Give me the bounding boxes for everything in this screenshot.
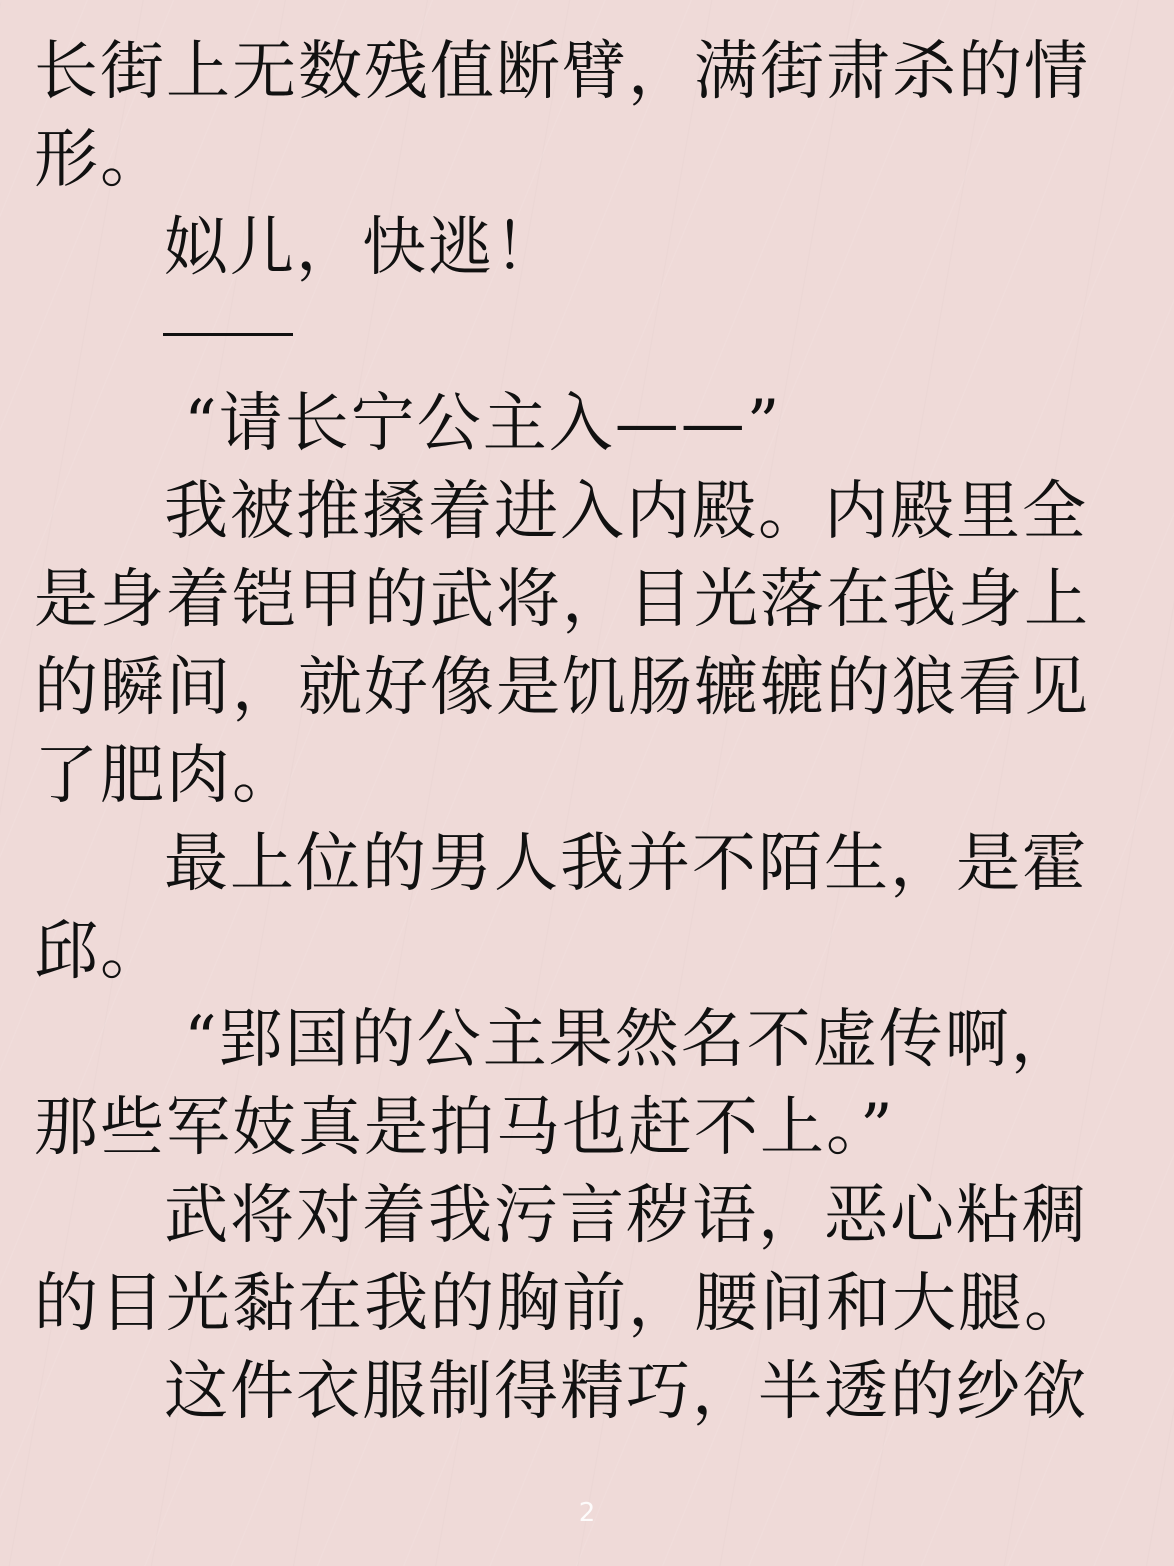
text-line: “郢国的公主果然名不虚传啊， [184, 1003, 1077, 1077]
text-line: 姒儿，快逃！ [164, 211, 560, 285]
story-text [34, 28, 1104, 1436]
text-line: 的瞬间，就好像是饥肠辘辘的狼看见 [34, 651, 1090, 725]
text-line-spacer [34, 292, 1104, 380]
text-line: 邱。 [34, 915, 166, 989]
text-line: 那些军妓真是拍马也赶不上。” [34, 1091, 895, 1165]
text-line: 是身着铠甲的武将，目光落在我身上 [34, 563, 1090, 637]
section-divider [163, 333, 293, 336]
text-line: 这件衣服制得精巧，半透的纱欲 [164, 1355, 1088, 1429]
text-line: 我被推搡着进入内殿。内殿里全 [164, 475, 1088, 549]
text-line: 长街上无数残值断臂，满街肃杀的情 [34, 35, 1090, 109]
text-line: 的目光黏在我的胸前，腰间和大腿。 [34, 1267, 1090, 1341]
text-line: 最上位的男人我并不陌生，是霍 [164, 827, 1088, 901]
text-line: 形。 [34, 123, 166, 197]
page-number: 2 [578, 1498, 596, 1528]
text-line: 武将对着我污言秽语，恶心粘稠 [164, 1179, 1088, 1253]
text-line: “请长宁公主入——” [184, 387, 782, 461]
text-line: 了肥肉。 [34, 739, 298, 813]
